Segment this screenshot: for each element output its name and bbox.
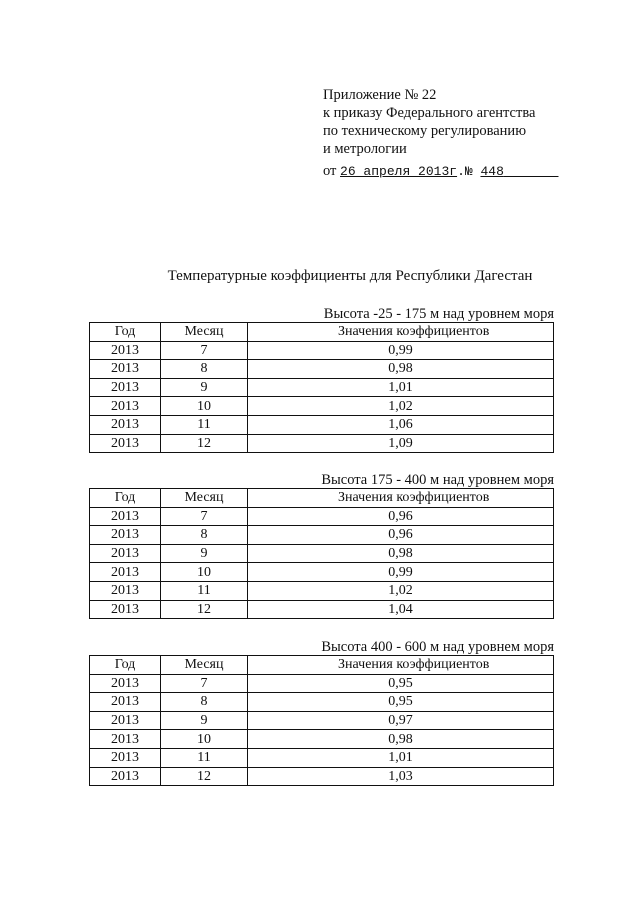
table-row — [90, 341, 554, 360]
cell-year: 2013 — [90, 581, 161, 600]
column-header-month: Месяц — [161, 489, 248, 508]
column-header-year: Год — [90, 656, 161, 675]
cell-month: 9 — [161, 378, 248, 397]
cell-month: 12 — [161, 600, 248, 619]
cell-month: 10 — [161, 730, 248, 749]
cell-value: 0,99 — [248, 341, 554, 360]
order-date: 26 апреля 2013г — [340, 164, 458, 179]
table-row — [90, 711, 554, 730]
altitude-table-block — [89, 640, 556, 786]
cell-value: 0,95 — [248, 674, 554, 693]
cell-year: 2013 — [90, 563, 161, 582]
document-title: Температурные коэффициенты для Республики Дагестан — [167, 268, 533, 284]
cell-year: 2013 — [90, 748, 161, 767]
column-header-value: Значения коэффициентов — [248, 489, 554, 508]
order-reference: к приказу Федерального агентства — [323, 105, 536, 121]
order-date-line — [323, 162, 558, 181]
table-row — [90, 767, 554, 786]
cell-year: 2013 — [90, 674, 161, 693]
cell-value: 0,98 — [248, 544, 554, 563]
table-row — [90, 748, 554, 767]
agency-line-end: и метрологии — [323, 141, 407, 157]
cell-value: 1,02 — [248, 581, 554, 600]
cell-year: 2013 — [90, 434, 161, 453]
column-header-value: Значения коэффициентов — [248, 656, 554, 675]
cell-value: 1,06 — [248, 415, 554, 434]
cell-month: 7 — [161, 341, 248, 360]
table-row — [90, 360, 554, 379]
table-caption: Высота 400 - 600 м над уровнем моря — [321, 639, 554, 655]
cell-year: 2013 — [90, 397, 161, 416]
cell-month: 9 — [161, 711, 248, 730]
table-row — [90, 581, 554, 600]
cell-value: 1,03 — [248, 767, 554, 786]
table-header-row — [90, 489, 554, 508]
agency-line: по техническому регулированию — [323, 123, 527, 139]
column-header-month: Месяц — [161, 656, 248, 675]
cell-value: 1,01 — [248, 748, 554, 767]
cell-month: 9 — [161, 544, 248, 563]
cell-value: 1,01 — [248, 378, 554, 397]
cell-month: 11 — [161, 415, 248, 434]
table-row — [90, 693, 554, 712]
cell-month: 12 — [161, 434, 248, 453]
cell-year: 2013 — [90, 526, 161, 545]
cell-value: 0,96 — [248, 507, 554, 526]
coefficients-table — [89, 655, 554, 786]
order-number-prefix: .№ — [457, 164, 481, 179]
cell-month: 8 — [161, 693, 248, 712]
table-row — [90, 563, 554, 582]
table-row — [90, 600, 554, 619]
cell-month: 12 — [161, 767, 248, 786]
coefficients-table — [89, 488, 554, 619]
cell-value: 0,98 — [248, 730, 554, 749]
cell-value: 0,96 — [248, 526, 554, 545]
cell-year: 2013 — [90, 341, 161, 360]
table-caption: Высота 175 - 400 м над уровнем моря — [321, 472, 554, 488]
cell-month: 7 — [161, 674, 248, 693]
cell-year: 2013 — [90, 711, 161, 730]
cell-month: 7 — [161, 507, 248, 526]
cell-year: 2013 — [90, 415, 161, 434]
cell-year: 2013 — [90, 730, 161, 749]
cell-month: 10 — [161, 563, 248, 582]
cell-year: 2013 — [90, 378, 161, 397]
cell-year: 2013 — [90, 693, 161, 712]
column-header-value: Значения коэффициентов — [248, 323, 554, 342]
table-row — [90, 544, 554, 563]
altitude-table-block — [89, 473, 556, 619]
cell-value: 1,02 — [248, 397, 554, 416]
table-row — [90, 730, 554, 749]
cell-month: 11 — [161, 581, 248, 600]
cell-month: 8 — [161, 360, 248, 379]
coefficients-table — [89, 322, 554, 453]
cell-month: 8 — [161, 526, 248, 545]
table-row — [90, 507, 554, 526]
cell-value: 0,97 — [248, 711, 554, 730]
table-row — [90, 434, 554, 453]
column-header-year: Год — [90, 323, 161, 342]
cell-month: 10 — [161, 397, 248, 416]
appendix-header — [323, 86, 558, 181]
column-header-month: Месяц — [161, 323, 248, 342]
cell-value: 0,98 — [248, 360, 554, 379]
table-row — [90, 397, 554, 416]
cell-value: 0,99 — [248, 563, 554, 582]
table-caption: Высота -25 - 175 м над уровнем моря — [323, 306, 554, 322]
cell-year: 2013 — [90, 767, 161, 786]
altitude-table-block — [89, 307, 556, 453]
appendix-number: Приложение № 22 — [323, 87, 437, 103]
cell-value: 1,04 — [248, 600, 554, 619]
cell-year: 2013 — [90, 360, 161, 379]
table-row — [90, 378, 554, 397]
table-row — [90, 526, 554, 545]
table-row — [90, 674, 554, 693]
column-header-year: Год — [90, 489, 161, 508]
cell-value: 1,09 — [248, 434, 554, 453]
order-number: 448 — [480, 164, 504, 179]
cell-year: 2013 — [90, 544, 161, 563]
table-header-row — [90, 656, 554, 675]
table-row — [90, 415, 554, 434]
cell-month: 11 — [161, 748, 248, 767]
table-header-row — [90, 323, 554, 342]
cell-year: 2013 — [90, 600, 161, 619]
cell-value: 0,95 — [248, 693, 554, 712]
order-prefix: от — [323, 163, 341, 179]
cell-year: 2013 — [90, 507, 161, 526]
